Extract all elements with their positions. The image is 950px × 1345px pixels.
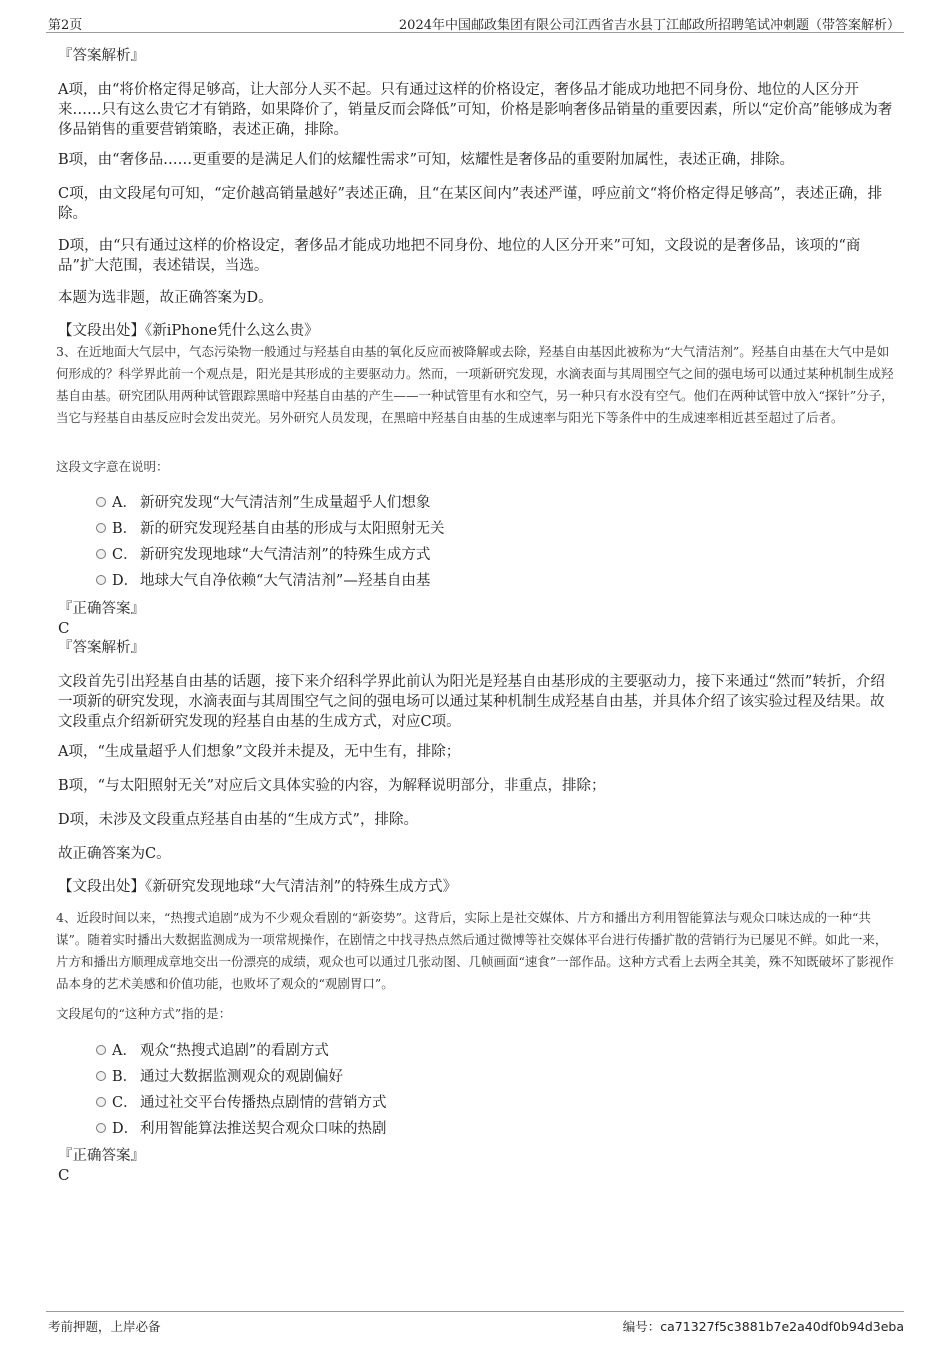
option-c[interactable]: C． 新研究发现地球“大气清洁剂”的特殊生成方式 [96, 544, 430, 566]
radio-button[interactable] [96, 1045, 106, 1055]
option-text: 通过社交平台传播热点剧情的营销方式 [140, 1095, 387, 1111]
analysis-paragraph: C项，由文段尾句可知，“定价越高销量越好”表述正确，且“在某区间内”表述严谨，呼应前文“将价格定得足够高”，表述正确，排除。 [58, 186, 883, 222]
analysis-paragraph: 文段首先引出羟基自由基的话题，接下来介绍科学界此前认为阳光是羟基自由基形成的主要驱动力，接下来通过“然而”转折，介绍一项新的研究发现，水滴表面与其周围空气之间的强电场可以通过某种机制生成羟基自由基，并具体介绍了该实验过程及结果。故文段重点介绍新研究发现的羟基自由基的生成方式，对应C项。 [58, 674, 885, 730]
option-text: 利用智能算法推送契合观众口味的热剧 [140, 1121, 387, 1137]
analysis-paragraph: D项，由“只有通过这样的价格设定，奢侈品才能成功地把不同身份、地位的人区分开来”可知，文段说的是奢侈品，该项的“商品”扩大范围，表述错误，当选。 [58, 238, 861, 274]
option-text: 新研究发现地球“大气清洁剂”的特殊生成方式 [140, 547, 431, 563]
analysis-paragraph: B项，“与太阳照射无关”对应后文具体实验的内容，为解释说明部分，非重点，排除； [58, 778, 606, 794]
analysis-paragraph: B项，由“奢侈品……更重要的是满足人们的炫耀性需求”可知，炫耀性是奢侈品的重要附加属性，表述正确，排除。 [58, 152, 794, 168]
radio-button[interactable] [96, 1097, 106, 1107]
option-text: 观众“热搜式追剧”的看剧方式 [140, 1043, 329, 1059]
option-text: 地球大气自净依赖“大气清洁剂”—羟基自由基 [140, 573, 431, 589]
option-c[interactable]: C． 通过社交平台传播热点剧情的营销方式 [96, 1092, 387, 1114]
radio-button[interactable] [96, 523, 106, 533]
code-label: 编号： [622, 1319, 661, 1334]
question-passage: 3、在近地面大气层中，气态污染物一般通过与羟基自由基的氧化反应而被降解或去除，羟基自由基因此被称为“大气清洁剂”。羟基自由基在大气中是如何形成的？科学界此前一个观点是，阳光是其形成的主要驱动力。然而，一项新研究发现，水滴表面与其周围空气之间的强电场可以通过某种机制生成羟基自由基。研究团队用两种试管跟踪黑暗中羟基自由基的产生——一种试管里有水和空气，另一种只有水没有空气。他们在两种试管中放入“探针”分子，当它与羟基自由基反应时会发出荧光。另外研究人员发现，在黑暗中羟基自由基的生成速率与阳光下等条件中的生成速率相近甚至超过了后者。 [56, 344, 894, 425]
analysis-label: 『答案解析』 [58, 48, 145, 64]
radio-button[interactable] [96, 497, 106, 507]
option-text: 新研究发现“大气清洁剂”生成量超乎人们想象 [140, 495, 431, 511]
radio-button[interactable] [96, 1123, 106, 1133]
source-citation: 【文段出处】《新iPhone凭什么这么贵》 [58, 323, 319, 339]
radio-button[interactable] [96, 549, 106, 559]
question-prompt: 文段尾句的“这种方式”指的是： [56, 1006, 232, 1021]
question-prompt: 这段文字意在说明： [56, 459, 169, 474]
answer-label: 『正确答案』 [58, 1148, 145, 1164]
radio-button[interactable] [96, 1071, 106, 1081]
option-text: 新的研究发现羟基自由基的形成与太阳照射无关 [140, 521, 445, 537]
correct-answer: C [58, 619, 70, 637]
analysis-paragraph: A项，由“将价格定得足够高，让大部分人买不起。只有通过这样的价格设定，奢侈品才能成功地把不同身份、地位的人区分开来……只有这么贵它才有销路，如果降价了，销量反而会降低”可知，价格是影响奢侈品销量的重要因素，所以“定价高”能够成为奢侈品销售的重要营销策略，表述正确，排除。 [58, 82, 893, 138]
question-passage: 4、近段时间以来，“热搜式追剧”成为不少观众看剧的“新姿势”。这背后，实际上是社交媒体、片方和播出方利用智能算法与观众口味达成的一种“共谋”。随着实时播出大数据监测成为一项常规操作，在剧情之中找寻热点然后通过微博等社交媒体平台进行传播扩散的营销行为已屡见不鲜。如此一来，片方和播出方顺理成章地交出一份漂亮的成绩，观众也可以通过几张动图、几帧画面“速食”一部作品。这种方式看上去两全其美，殊不知既破坏了影视作品本身的艺术美感和价值功能，也败坏了观众的“观剧胃口”。 [56, 910, 894, 991]
analysis-paragraph: D项，未涉及文段重点羟基自由基的“生成方式”，排除。 [58, 812, 418, 828]
correct-answer: C [58, 1166, 70, 1184]
page-footer [46, 1311, 904, 1336]
option-d[interactable]: D． 利用智能算法推送契合观众口味的热剧 [96, 1118, 387, 1140]
answer-label: 『正确答案』 [58, 601, 145, 617]
option-a[interactable]: A． 观众“热搜式追剧”的看剧方式 [96, 1040, 329, 1062]
code-value: ca71327f5c3881b7e2a40df0b94d3eba [660, 1319, 904, 1334]
analysis-label: 『答案解析』 [58, 640, 145, 656]
option-a[interactable]: A． 新研究发现“大气清洁剂”生成量超乎人们想象 [96, 492, 430, 514]
option-b[interactable]: B． 新的研究发现羟基自由基的形成与太阳照射无关 [96, 518, 445, 540]
radio-button[interactable] [96, 575, 106, 585]
source-citation: 【文段出处】《新研究发现地球“大气清洁剂”的特殊生成方式》 [58, 879, 458, 895]
conclusion-paragraph: 故正确答案为C。 [58, 846, 171, 862]
document-code [623, 1317, 904, 1335]
option-d[interactable]: D． 地球大气自净依赖“大气清洁剂”—羟基自由基 [96, 570, 430, 592]
page-header [46, 12, 904, 33]
document-title: 2024年中国邮政集团有限公司江西省吉水县丁江邮政所招聘笔试冲刺题（带答案解析） [398, 18, 900, 33]
footer-slogan: 考前押题，上岸必备 [48, 1319, 161, 1334]
conclusion-paragraph: 本题为选非题，故正确答案为D。 [58, 290, 273, 306]
page-number: 第2页 [48, 18, 83, 33]
option-text: 通过大数据监测观众的观剧偏好 [140, 1069, 343, 1085]
option-b[interactable]: B． 通过大数据监测观众的观剧偏好 [96, 1066, 343, 1088]
analysis-paragraph: A项，“生成量超乎人们想象”文段并未提及，无中生有，排除； [58, 744, 461, 760]
